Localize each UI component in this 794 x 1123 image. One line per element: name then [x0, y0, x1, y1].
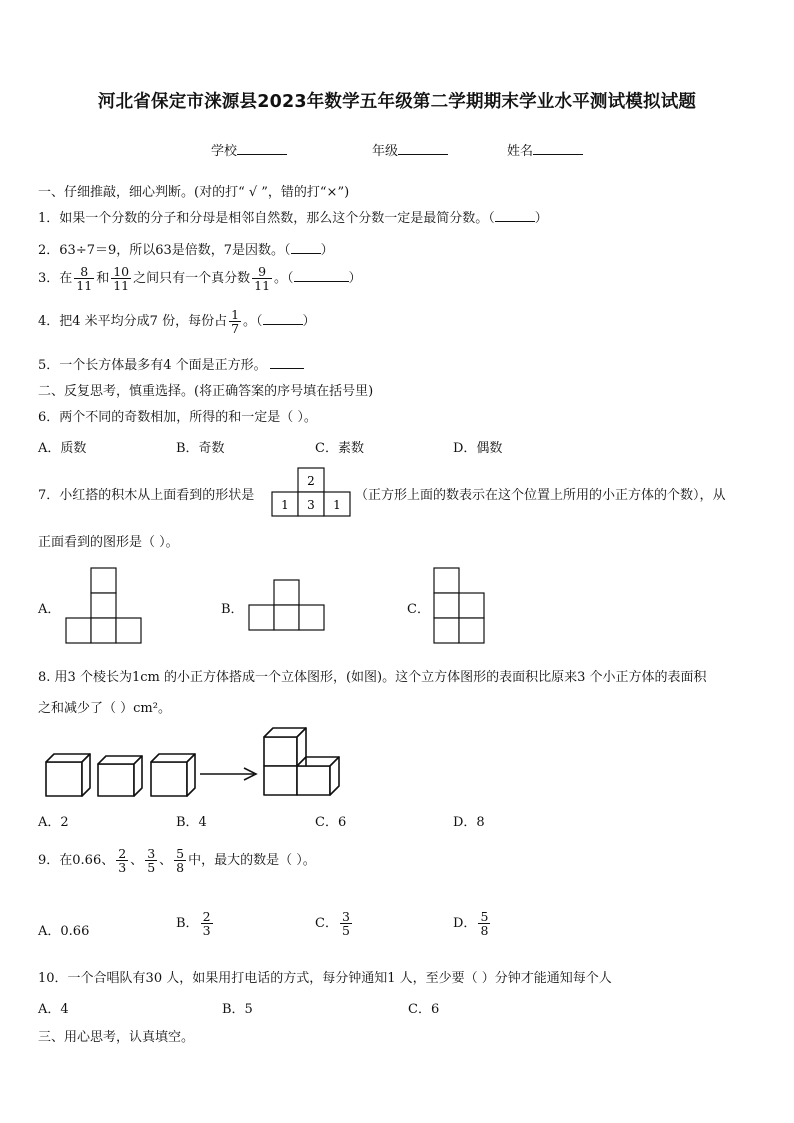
fraction: $\frac{3}{5}$ [147, 846, 156, 876]
question-10: 10．一个合唱队有30 人，如果用打电话的方式，每分钟通知1 人，至少要（ ）分钟才能通知每个人 [38, 971, 612, 986]
cube [264, 728, 306, 766]
section3-heading: 三、用心思考，认真填空。 [38, 1030, 195, 1045]
option-8a[interactable]: A．2 [38, 815, 69, 830]
option-10b[interactable]: B．5 [222, 1002, 253, 1017]
option-9c[interactable]: C． $\frac{3}{5}$ [315, 909, 350, 939]
fraction: $\frac{10}{11}$ [113, 264, 130, 294]
option-7a-label[interactable]: A． [38, 602, 61, 617]
question-7-text-b: （正方形上面的数表示在这个位置上所用的小正方体的个数），从 [355, 488, 726, 503]
name-blank[interactable] [533, 154, 583, 155]
section1-heading: 一、仔细推敲，细心判断。(对的打“ √ ”，错的打“×”) [38, 185, 350, 200]
cube [46, 754, 90, 796]
question-8-text-a: 8. 用3 个棱长为1cm 的小正方体搭成一个立体图形，(如图)。这个立方体图形的表面积比原来3 个小正方体的表面积 [38, 670, 707, 685]
cube [297, 757, 339, 795]
fraction: $\frac{8}{11}$ [76, 264, 93, 294]
option-9b[interactable]: B． $\frac{2}{3}$ [176, 909, 211, 939]
question-7-text-c: 正面看到的图形是（ ）。 [38, 535, 179, 550]
fraction: $\frac{5}{8}$ [176, 846, 185, 876]
option-9a[interactable]: A．0.66 [38, 924, 90, 939]
section2-heading: 二、反复思考，慎重选择。(将正确答案的序号填在括号里) [38, 384, 374, 399]
grid-number: 1 [333, 498, 341, 512]
option-8c[interactable]: C．6 [315, 815, 347, 830]
top-view-grid [271, 467, 351, 519]
question-1: 1．如果一个分数的分子和分母是相邻自然数，那么这个分数一定是最简分数。（ ） [38, 211, 548, 226]
question-7-text-a: 7．小红搭的积木从上面看到的形状是 [38, 488, 255, 503]
option-9d[interactable]: D． $\frac{5}{8}$ [453, 909, 489, 939]
fraction: $\frac{5}{8}$ [480, 909, 489, 939]
question-5: 5．一个长方体最多有4 个面是正方形。 [38, 354, 304, 373]
arrow-icon [200, 768, 256, 780]
school-blank[interactable] [237, 154, 287, 155]
school-field [211, 140, 287, 159]
option-7c-label[interactable]: C． [407, 602, 430, 617]
option-6a[interactable]: A．质数 [38, 441, 87, 456]
question-9: 9．在0.66、 $\frac{2}{3}$ 、 $\frac{3}{5}$ 、 $\frac{5}{8}$ 中，最大的数是（ ）。 [38, 846, 316, 876]
question-2: 2．63÷7＝9，所以63是倍数，7是因数。（ ） [38, 243, 334, 258]
cubes-diagram [44, 724, 364, 796]
answer-blank-4[interactable] [263, 324, 303, 325]
name-field [507, 140, 583, 159]
question-4: 4．把4 米平均分成7 份，每份占 $\frac{1}{7}$ 。（ ） [38, 307, 316, 337]
answer-blank-3[interactable] [294, 281, 349, 282]
school-label: 学校 [211, 144, 238, 159]
option-8b[interactable]: B．4 [176, 815, 207, 830]
option-6d[interactable]: D．偶数 [453, 441, 503, 456]
option-7b-label[interactable]: B． [221, 602, 244, 617]
question-6: 6．两个不同的奇数相加，所得的和一定是（ ）。 [38, 410, 317, 425]
grid-number: 2 [307, 474, 315, 488]
option-6c[interactable]: C．素数 [315, 441, 364, 456]
cube [264, 766, 297, 795]
grade-field [372, 140, 448, 159]
grade-label: 年级 [372, 144, 399, 159]
fraction: $\frac{1}{7}$ [231, 307, 240, 337]
fraction: $\frac{2}{3}$ [202, 909, 211, 939]
name-label: 姓名 [507, 144, 534, 159]
answer-blank-1[interactable] [495, 221, 535, 222]
answer-blank-5[interactable] [270, 368, 304, 369]
option-7b-figure[interactable] [248, 579, 325, 631]
fraction: $\frac{3}{5}$ [341, 909, 350, 939]
grid-number: 1 [281, 498, 289, 512]
fraction: $\frac{9}{11}$ [254, 264, 271, 294]
grade-blank[interactable] [398, 154, 448, 155]
option-6b[interactable]: B．奇数 [176, 441, 225, 456]
question-3: 3．在 $\frac{8}{11}$ 和 $\frac{10}{11}$ 之间只有一个真分数 $\frac{9}{11}$ 。（ ） [38, 264, 362, 294]
grid-number: 3 [307, 498, 315, 512]
option-7a-figure[interactable] [65, 567, 141, 645]
cube [151, 754, 195, 796]
option-8d[interactable]: D．8 [453, 815, 485, 830]
cube [98, 756, 142, 796]
option-10a[interactable]: A．4 [38, 1002, 69, 1017]
answer-blank-2[interactable] [291, 253, 321, 254]
fraction: $\frac{2}{3}$ [118, 846, 127, 876]
option-7c-figure[interactable] [433, 567, 485, 645]
page-title: 河北省保定市涞源县2023年数学五年级第二学期期末学业水平测试模拟试题 [97, 92, 697, 112]
option-10c[interactable]: C．6 [408, 1002, 440, 1017]
question-8-text-b: 之和减少了（ ）cm²。 [38, 701, 171, 716]
